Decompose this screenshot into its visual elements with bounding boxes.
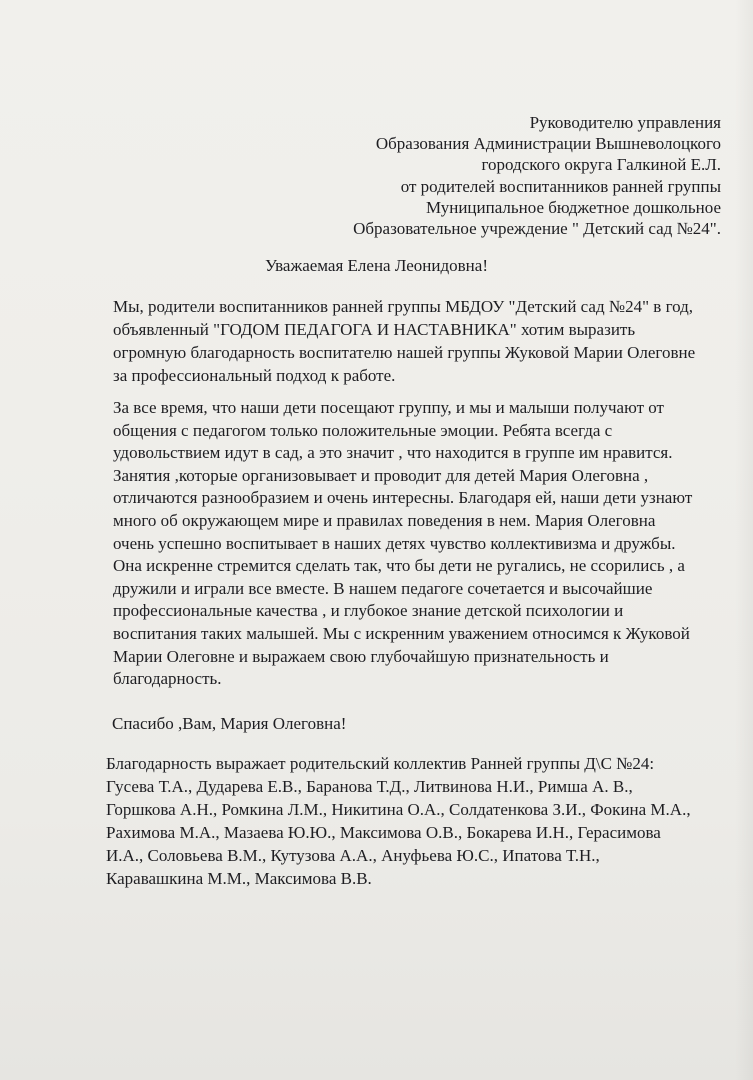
salutation: Уважаемая Елена Леонидовна! [264, 256, 488, 275]
text-line: Мы, родители воспитанников ранней группы МБДОУ "Детский сад №24" в год, [113, 297, 694, 316]
text-line: общения с педагогом только положительные эмоции. Ребята всегда с [113, 420, 613, 440]
text-line: Гусева Т.А., Дударева Е.В., Баранова Т.Д., Литвинова Н.И., Римша А. В., [106, 777, 633, 796]
text-line: Благодарность выражает родительский коллектив Ранней группы Д\С №24: [106, 754, 655, 773]
text-line: Она искренне стремится сделать так, что бы дети не ругались, не ссорились , а [113, 556, 685, 576]
text-line: Рахимова М.А., Мазаева Ю.Ю., Максимова О.В., Бокарева И.Н., Герасимова [106, 823, 661, 842]
addressee-line: Муниципальное бюджетное дошкольное [426, 197, 721, 217]
text-line: Занятия ,которые организовывает и проводит для детей Мария Олеговна , [113, 465, 649, 485]
text-line: огромную благодарность воспитателю нашей группы Жуковой Марии Олеговне [113, 343, 696, 362]
addressee-line: городского округа Галкиной Е.Л. [481, 155, 721, 175]
addressee-line: Образовательное учреждение " Детский сад №24". [353, 219, 721, 239]
paper-shadow [735, 0, 753, 1080]
thanks-line [112, 712, 722, 735]
addressee-line: Руководителю управления [529, 113, 721, 132]
addressee-line: от родителей воспитанников ранней группы [400, 176, 721, 196]
text-line: И.А., Соловьева В.М., Кутузова А.А., Ануфьева Ю.С., Ипатова Т.Н., [106, 846, 600, 865]
text-line: удовольствием идут в сад, а это значит , что находится в группе им нравится. [113, 443, 673, 463]
text-line: много об окружающем мире и правилах поведения в нем. Мария Олеговна [113, 510, 656, 530]
text-line: дружили и играли все вместе. В нашем педагоге сочетается и высочайшие [113, 578, 653, 598]
text-line: За все время, что наши дети посещают группу, и мы и малыши получают от [113, 398, 664, 417]
text-line: очень успешно воспитывает в наших детях чувство коллективизма и дружбы. [113, 533, 676, 553]
text-line: за профессиональный подход к работе. [113, 366, 396, 385]
text-line: профессиональные качества , и глубокое знание детской психологии и [113, 601, 624, 621]
text-line: Спасибо ,Вам, Мария Олеговна! [112, 714, 347, 733]
addressee-block [201, 112, 721, 239]
text-line: Горшкова А.Н., Ромкина Л.М., Никитина О.А., Солдатенкова З.И., Фокина М.А., [106, 800, 691, 819]
text-line: воспитания таких малышей. Мы с искренним уважением относимся к Жуковой [113, 623, 690, 643]
paragraph-gratitude [113, 295, 723, 387]
signatories-block [106, 752, 716, 890]
addressee-line: Образования Администрации Вышневолоцкого [375, 134, 721, 154]
paragraph-description [113, 397, 723, 691]
text-line: Каравашкина М.М., Максимова В.В. [106, 869, 372, 888]
text-line: объявленный "ГОДОМ ПЕДАГОГА И НАСТАВНИКА" хотим выразить [113, 320, 636, 339]
text-line: Марии Олеговне и выражаем свою глубочайшую признательность и [113, 646, 609, 666]
text-line: отличаются разнообразием и очень интересны. Благодаря ей, наши дети узнают [113, 488, 693, 508]
text-line: благодарность. [113, 669, 222, 689]
